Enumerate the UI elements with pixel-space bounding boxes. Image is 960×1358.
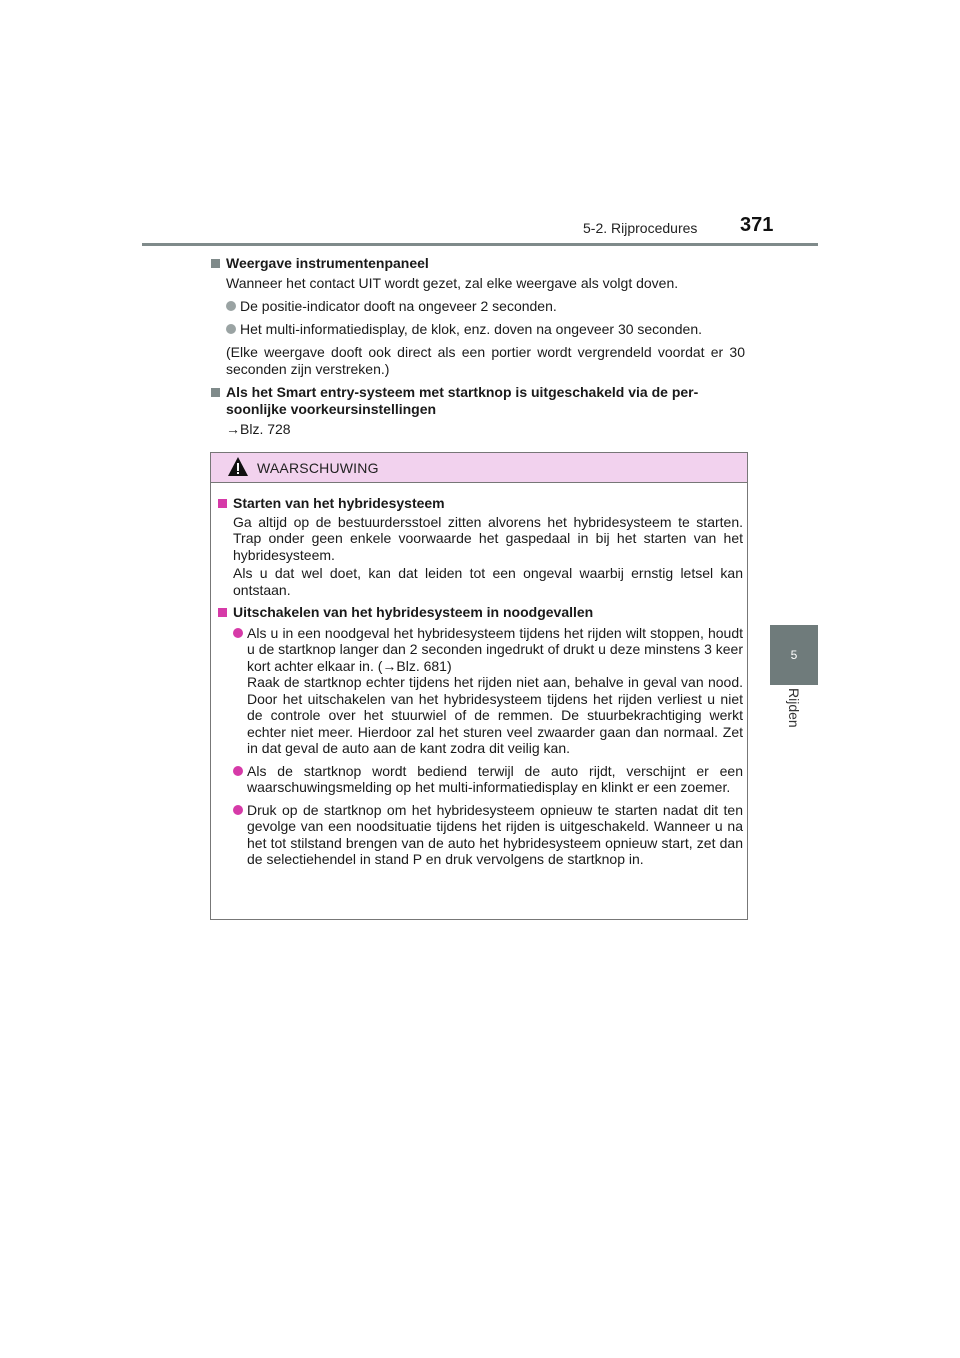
warning-body	[211, 483, 747, 868]
warning-triangle-icon	[227, 456, 249, 478]
chapter-number: 5	[790, 648, 798, 662]
chapter-label-text: Rijden	[786, 688, 802, 728]
warning-list-item	[233, 763, 743, 796]
page-reference: →Blz. 728	[226, 421, 291, 437]
page-number: 371	[740, 214, 774, 236]
section-title-line: soonlijke voorkeursinstellingen	[226, 401, 437, 417]
section-intro: Wanneer het contact UIT wordt gezet, zal elke weergave als volgt doven.	[226, 275, 679, 291]
section-title-dashboard	[210, 255, 745, 272]
warning-section-title	[217, 495, 743, 512]
square-bullet-icon	[218, 499, 227, 508]
warning-list-item-text: Als de startknop wordt bediend terwijl de auto rijdt, verschijnt er een waarschuwingsmelding op het multi-informatiedisplay en klinkt er een zoemer.	[247, 762, 743, 795]
section-title-smart-entry	[210, 384, 745, 418]
warning-box	[210, 452, 748, 920]
warning-paragraph: Als u dat wel doet, kan dat leiden tot een ongeval waarbij ernstig letsel kan ontstaan.	[233, 565, 743, 598]
section-title-text: Weergave instrumentenpaneel	[226, 255, 429, 271]
circle-bullet-icon	[233, 805, 243, 815]
warning-list-item	[233, 625, 743, 757]
square-bullet-icon	[218, 608, 227, 617]
warning-section-title-text: Uitschakelen van het hybridesysteem in noodgevallen	[233, 604, 594, 620]
circle-bullet-icon	[233, 766, 243, 776]
section-title-line: Als het Smart entry-systeem met startknop is uitgeschakeld via de per-	[226, 384, 699, 400]
main-content	[210, 255, 745, 438]
warning-title: WAARSCHUWING	[257, 460, 379, 476]
circle-bullet-icon	[226, 301, 236, 311]
warning-list-item	[233, 802, 743, 868]
circle-bullet-icon	[226, 324, 236, 334]
warning-header	[211, 453, 747, 483]
warning-list-item-text: Raak de startknop echter tijdens het rijden niet aan, behalve in geval van nood. Door het uitschakelen van het hybridesysteem tijdens het rijden verliest u niet de controle over het stuurwiel of de remmen. De stuurbekrachtiging werkt echter niet meer. Hierdoor zal het sturen veel zwaarder gaan dan normaal. Zet in dat geval de auto aan de kant zodra dit veilig kan.	[247, 674, 743, 756]
square-bullet-icon	[211, 259, 220, 268]
section-note: (Elke weergave dooft ook direct als een portier wordt vergrendeld voordat er 30 seconden zijn verstreken.)	[226, 344, 745, 377]
warning-list-item-text: Druk op de startknop om het hybridesysteem opnieuw te starten nadat dit ten gevolge van een noodsituatie tijdens het rijden is uitgeschakeld. Wanneer u na het tot stilstand brengen van de auto het hybridesysteem opnieuw start, zet dan de selectiehendel in stand P en druk vervolgens de startknop in.	[247, 801, 743, 867]
section-heading: 5-2. Rijprocedures	[583, 220, 698, 236]
list-item-text: Het multi-informatiedisplay, de klok, enz. doven na ongeveer 30 seconden.	[240, 321, 703, 337]
header-divider	[142, 243, 818, 246]
chapter-tab	[770, 625, 818, 685]
square-bullet-icon	[211, 388, 220, 397]
warning-paragraph: Ga altijd op de bestuurdersstoel zitten alvorens het hybridesysteem te starten. Trap onder geen enkele voorwaarde het gaspedaal in bij het starten van het hybridesysteem.	[233, 513, 743, 563]
list-item	[226, 298, 745, 315]
circle-bullet-icon	[233, 628, 243, 638]
warning-list-item-text: Als u in een noodgeval het hybridesysteem tijdens het rijden wilt stoppen, houdt u de startknop langer dan 2 seconden ingedrukt of drukt u deze minstens 3 keer kort achter elkaar in. (→Blz. 681)	[247, 624, 743, 674]
list-item	[226, 321, 745, 338]
warning-section-title	[217, 604, 743, 621]
list-item-text: De positie-indicator dooft na ongeveer 2 seconden.	[240, 298, 557, 314]
warning-section-title-text: Starten van het hybridesysteem	[233, 495, 445, 511]
